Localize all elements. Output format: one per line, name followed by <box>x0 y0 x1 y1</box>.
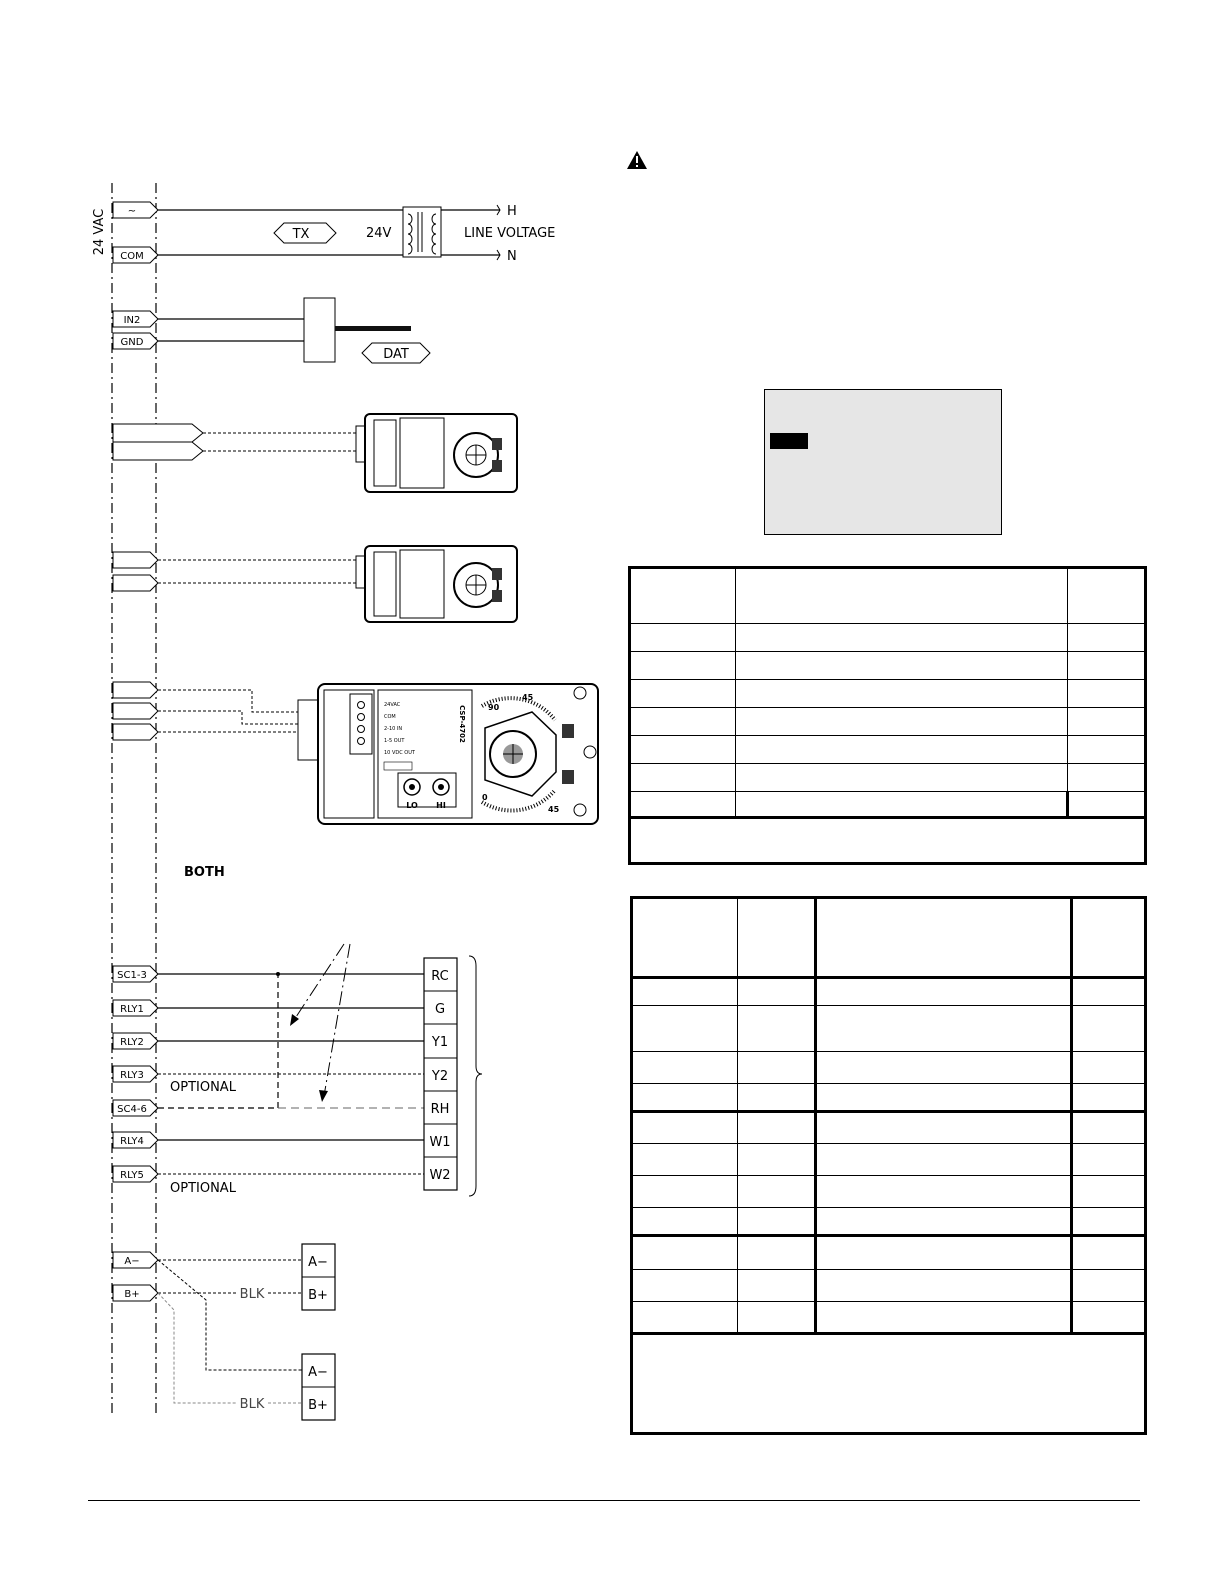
com-terminal <box>113 247 158 263</box>
svg-text:RLY2: RLY2 <box>120 1037 144 1048</box>
svg-text:CSP-4702: CSP-4702 <box>458 705 466 743</box>
sensor-housing <box>304 298 335 362</box>
svg-text:SC4-6: SC4-6 <box>117 1104 147 1115</box>
bus-terminal-a <box>113 1252 158 1268</box>
svg-text:45: 45 <box>548 805 560 814</box>
table-row <box>632 1052 1146 1084</box>
gnd-terminal <box>113 333 158 349</box>
svg-text:W1: W1 <box>429 1135 451 1150</box>
svg-text:RLY3: RLY3 <box>120 1070 144 1081</box>
svg-text:90: 90 <box>488 703 500 712</box>
relay-terminal-sc1-3 <box>113 966 158 982</box>
bus-device-1 <box>302 1244 335 1310</box>
table-row <box>632 898 1146 978</box>
table-row <box>630 624 1146 652</box>
in2-terminal <box>113 311 158 327</box>
relay-terminal-sc4-6 <box>113 1100 158 1116</box>
svg-text:COM: COM <box>384 714 396 720</box>
svg-text:DAT: DAT <box>383 347 409 362</box>
svg-text:0: 0 <box>482 793 488 802</box>
svg-text:HI: HI <box>436 801 446 810</box>
vac-label: 24 VAC <box>92 208 107 256</box>
table-row <box>630 708 1146 736</box>
svg-text:IN2: IN2 <box>123 315 141 326</box>
table-row <box>632 1006 1146 1052</box>
table-row <box>630 568 1146 624</box>
bus-terminal-b <box>113 1285 158 1301</box>
transformer-symbol <box>403 207 441 257</box>
svg-text:45: 45 <box>522 693 534 702</box>
svg-text:SC1-3: SC1-3 <box>117 970 147 981</box>
table-row <box>630 736 1146 764</box>
terminal-brace <box>469 956 482 1196</box>
table-note-row <box>632 1334 1146 1434</box>
hot-terminal <box>113 202 158 218</box>
table-row <box>632 1302 1146 1334</box>
svg-text:24VAC: 24VAC <box>384 702 401 708</box>
svg-text:RC: RC <box>431 969 449 984</box>
svg-text:B+: B+ <box>308 1398 328 1413</box>
svg-text:RLY4: RLY4 <box>120 1136 144 1147</box>
table-row <box>630 792 1146 818</box>
svg-text:~: ~ <box>127 206 137 217</box>
svg-text:B+: B+ <box>308 1288 328 1303</box>
table-row <box>632 1176 1146 1208</box>
sensor-probe <box>335 326 411 331</box>
svg-text:Y2: Y2 <box>431 1069 449 1084</box>
table-row <box>630 680 1146 708</box>
svg-text:2-10 IN: 2-10 IN <box>384 726 403 732</box>
wiring-diagram <box>0 0 620 1480</box>
table-row <box>632 1084 1146 1112</box>
line-voltage-label: LINE VOLTAGE <box>464 226 556 241</box>
blk-label-1: BLK <box>239 1287 265 1302</box>
svg-text:COM: COM <box>120 251 144 262</box>
svg-text:G: G <box>434 1002 446 1017</box>
actuator-3 <box>298 684 598 824</box>
svg-text:A−: A− <box>308 1365 328 1380</box>
optional-label-2: OPTIONAL <box>170 1181 236 1196</box>
table-row <box>632 1112 1146 1144</box>
svg-text:A−: A− <box>308 1255 328 1270</box>
svg-text:RH: RH <box>430 1102 450 1117</box>
svg-text:A−: A− <box>124 1256 140 1267</box>
actuator-1 <box>356 414 517 492</box>
svg-text:LO: LO <box>406 801 418 810</box>
svg-text:TX: TX <box>292 227 310 242</box>
svg-text:10 VDC OUT: 10 VDC OUT <box>384 750 415 756</box>
table-1 <box>628 566 1147 865</box>
table-row <box>630 764 1146 792</box>
svg-text:Y1: Y1 <box>431 1035 449 1050</box>
relay-terminal-rly1 <box>113 1000 158 1016</box>
table-row <box>632 1208 1146 1236</box>
display-screen <box>764 389 1002 535</box>
dat-tag <box>362 343 430 363</box>
optional-label-1: OPTIONAL <box>170 1080 236 1095</box>
both-note: BOTH <box>184 865 225 880</box>
table-row <box>632 1236 1146 1270</box>
relay-terminal-rly2 <box>113 1033 158 1049</box>
blk-label-2: BLK <box>239 1397 265 1412</box>
table-2 <box>630 896 1147 1435</box>
relay-terminal-rly5 <box>113 1166 158 1182</box>
display-cursor <box>770 433 808 449</box>
svg-text:RLY1: RLY1 <box>120 1004 144 1015</box>
svg-text:GND: GND <box>120 337 144 348</box>
warning-icon <box>626 150 648 170</box>
neutral-label: N <box>507 249 517 264</box>
table-note-row <box>630 818 1146 864</box>
tx-tag <box>274 223 336 243</box>
svg-text:1-5 OUT: 1-5 OUT <box>384 738 405 744</box>
svg-text:W2: W2 <box>429 1168 451 1183</box>
bus-device-2 <box>302 1354 335 1420</box>
transformer-secondary-label: 24V <box>366 226 392 241</box>
svg-text:RLY5: RLY5 <box>120 1170 144 1181</box>
footer-rule <box>88 1500 1140 1501</box>
hot-label: H <box>507 204 517 219</box>
relay-terminal-rly4 <box>113 1132 158 1148</box>
table-row <box>632 1270 1146 1302</box>
table-row <box>632 1144 1146 1176</box>
svg-text:B+: B+ <box>124 1289 140 1300</box>
relay-terminal-rly3 <box>113 1066 158 1082</box>
actuator-2 <box>356 546 517 622</box>
thermostat-terminal-block <box>424 958 457 1190</box>
table-row <box>630 652 1146 680</box>
table-row <box>632 978 1146 1006</box>
